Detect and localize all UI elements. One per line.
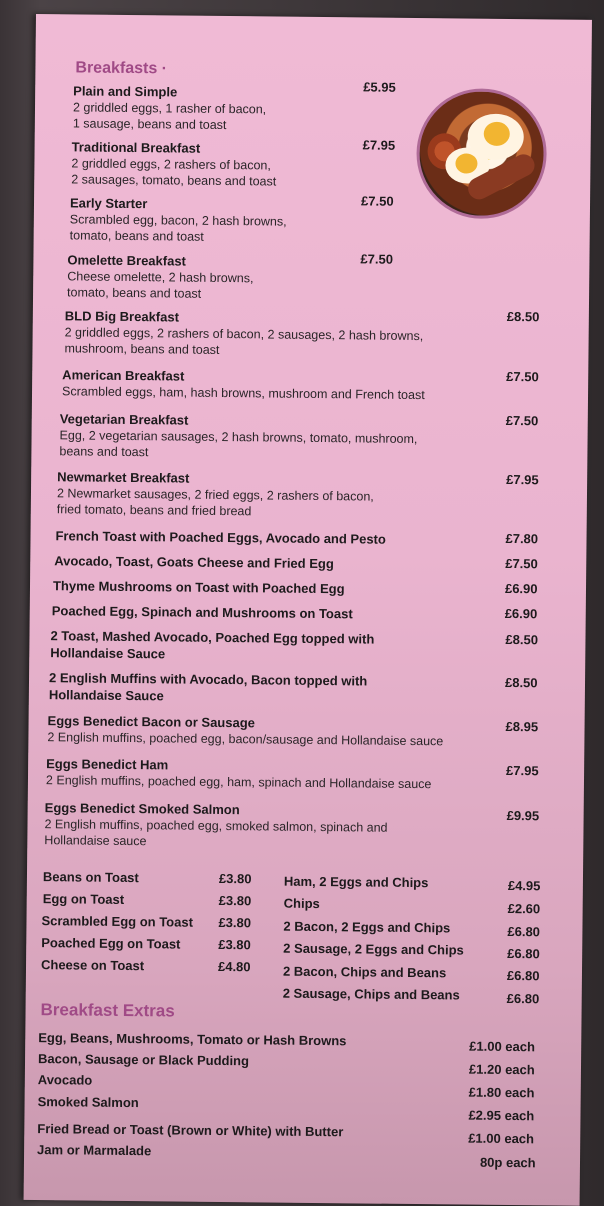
- item-name: 2 Toast, Mashed Avocado, Poached Egg topped with: [50, 628, 375, 647]
- item-name: Thyme Mushrooms on Toast with Poached Egg: [52, 578, 345, 597]
- list-item: [53, 577, 573, 599]
- item-desc: 2 English muffins, poached egg, smoked salmon, spinach and: [44, 817, 388, 835]
- extra-name: Fried Bread or Toast (Brown or White) with Butter: [37, 1121, 344, 1140]
- item-name: Early Starter: [69, 195, 148, 212]
- list-item: [71, 138, 591, 192]
- list-item: [46, 755, 566, 793]
- list-item-name: 2 Bacon, Chips and Beans: [282, 963, 447, 981]
- list-item: [52, 602, 572, 624]
- item-desc: 2 griddled eggs, 1 rasher of bacon,: [72, 100, 267, 117]
- item-name: Newmarket Breakfast: [57, 469, 190, 486]
- item-name: 2 English Muffins with Avocado, Bacon topped with: [48, 670, 368, 689]
- item-name: American Breakfast: [62, 367, 185, 384]
- item-desc: tomato, beans and toast: [67, 285, 202, 301]
- item-name-line2: Hollandaise Sauce: [50, 645, 166, 662]
- extra-name: Egg, Beans, Mushrooms, Tomato or Hash Browns: [38, 1030, 347, 1049]
- extra-name: Bacon, Sausage or Black Pudding: [37, 1051, 250, 1069]
- list-item: [67, 251, 587, 305]
- list-item-price: £6.80: [507, 945, 540, 962]
- item-price: £8.50: [505, 631, 539, 648]
- item-price: £9.95: [506, 807, 540, 824]
- list-item-name: Cheese on Toast: [40, 957, 145, 974]
- item-desc: mushroom, beans and toast: [64, 341, 220, 357]
- item-name: Omelette Breakfast: [67, 252, 186, 269]
- item-desc: 1 sausage, beans and toast: [72, 116, 227, 132]
- list-item-price: £6.80: [506, 967, 540, 984]
- item-name: Eggs Benedict Ham: [46, 756, 169, 773]
- item-price: £8.95: [505, 718, 539, 735]
- item-price: £8.50: [506, 308, 540, 325]
- list-item-name: 2 Sausage, Chips and Beans: [282, 985, 460, 1003]
- item-desc: Cheese omelette, 2 hash browns,: [67, 269, 254, 286]
- list-item-name: Egg on Toast: [42, 891, 125, 907]
- list-item: [73, 82, 593, 136]
- item-desc: tomato, beans and toast: [69, 228, 204, 244]
- item-desc: Hollandaise sauce: [44, 833, 147, 849]
- list-item-name: Scrambled Egg on Toast: [41, 913, 194, 930]
- list-item-name: Ham, 2 Eggs and Chips: [283, 873, 429, 891]
- item-desc: Scrambled egg, bacon, 2 hash browns,: [69, 212, 287, 229]
- list-item: [44, 799, 564, 853]
- list-item: [55, 527, 575, 549]
- list-item: [49, 669, 569, 708]
- extra-price: £1.00 each: [469, 1038, 536, 1055]
- extra-price: £1.00 each: [468, 1130, 535, 1147]
- extra-name: Smoked Salmon: [37, 1094, 139, 1111]
- extras-heading: Breakfast Extras: [40, 1000, 175, 1021]
- list-item: [50, 627, 570, 666]
- item-price: £7.50: [506, 368, 539, 385]
- item-name: Poached Egg, Spinach and Mushrooms on Toast: [51, 603, 353, 622]
- list-item: [54, 552, 574, 574]
- list-item-price: £2.60: [507, 900, 541, 917]
- item-price: £7.95: [362, 137, 396, 153]
- list-item: [70, 194, 590, 248]
- item-price: £7.95: [506, 762, 539, 779]
- list-item-name: Beans on Toast: [42, 869, 139, 886]
- menu-card: [24, 14, 592, 1206]
- item-desc: 2 Newmarket sausages, 2 fried eggs, 2 rashers of bacon,: [56, 486, 374, 504]
- item-price: £7.50: [360, 251, 394, 267]
- list-item-price: £3.80: [218, 870, 252, 887]
- item-name: French Toast with Poached Eggs, Avocado and Pesto: [55, 528, 386, 547]
- extra-price: 80p each: [479, 1154, 536, 1171]
- item-desc: 2 English muffins, poached egg, ham, spinach and Hollandaise sauce: [45, 773, 432, 792]
- extra-name: Jam or Marmalade: [37, 1142, 152, 1159]
- list-item-name: 2 Sausage, 2 Eggs and Chips: [283, 940, 464, 958]
- item-name-line2: Hollandaise Sauce: [48, 687, 164, 704]
- list-item: [62, 366, 582, 404]
- list-item: [59, 410, 579, 464]
- extra-price: £2.95 each: [468, 1107, 535, 1124]
- item-price: £7.80: [505, 530, 539, 547]
- item-price: £6.90: [504, 580, 538, 597]
- item-price: £7.95: [506, 471, 539, 488]
- list-item-price: £3.80: [218, 892, 252, 909]
- item-name: Vegetarian Breakfast: [59, 411, 189, 428]
- item-price: £6.90: [504, 605, 538, 622]
- list-item-name: Chips: [283, 895, 320, 912]
- item-desc: 2 griddled eggs, 2 rashers of bacon, 2 sausages, 2 hash browns,: [64, 325, 424, 344]
- item-desc: 2 griddled eggs, 2 rashers of bacon,: [71, 156, 271, 173]
- list-item-name: Poached Egg on Toast: [41, 935, 181, 952]
- extra-price: £1.20 each: [468, 1061, 535, 1078]
- item-desc: beans and toast: [59, 444, 149, 460]
- item-price: £8.50: [504, 674, 538, 691]
- item-name: Plain and Simple: [73, 83, 178, 100]
- item-name: Eggs Benedict Smoked Salmon: [44, 800, 240, 818]
- list-item-price: £6.80: [507, 923, 541, 940]
- extra-name: Avocado: [37, 1072, 93, 1088]
- item-desc: Scrambled eggs, ham, hash browns, mushroom and French toast: [61, 384, 425, 403]
- list-item-price: £3.80: [218, 936, 251, 953]
- item-name: Eggs Benedict Bacon or Sausage: [47, 713, 256, 731]
- list-item-price: £4.95: [507, 877, 541, 894]
- item-desc: Egg, 2 vegetarian sausages, 2 hash browns, tomato, mushroom,: [59, 428, 418, 447]
- item-name: Avocado, Toast, Goats Cheese and Fried Egg: [54, 553, 334, 572]
- item-name: BLD Big Breakfast: [64, 308, 180, 325]
- item-price: £7.50: [360, 193, 394, 209]
- list-item: [47, 712, 567, 750]
- item-price: £5.95: [363, 79, 396, 95]
- item-price: £7.50: [505, 412, 539, 429]
- list-item-price: £6.80: [506, 990, 540, 1007]
- list-item-price: £3.80: [218, 914, 252, 931]
- item-desc: 2 sausages, tomato, beans and toast: [71, 172, 277, 189]
- list-item-name: 2 Bacon, 2 Eggs and Chips: [283, 918, 451, 936]
- breakfasts-heading: Breakfasts ·: [75, 59, 168, 78]
- list-item: [57, 468, 577, 522]
- list-item-price: £4.80: [217, 958, 251, 975]
- item-desc: 2 English muffins, poached egg, bacon/sausage and Hollandaise sauce: [47, 730, 444, 749]
- extra-price: £1.80 each: [468, 1084, 535, 1101]
- item-desc: fried tomato, beans and fried bread: [56, 502, 252, 519]
- item-price: £7.50: [505, 555, 538, 572]
- item-name: Traditional Breakfast: [71, 139, 201, 156]
